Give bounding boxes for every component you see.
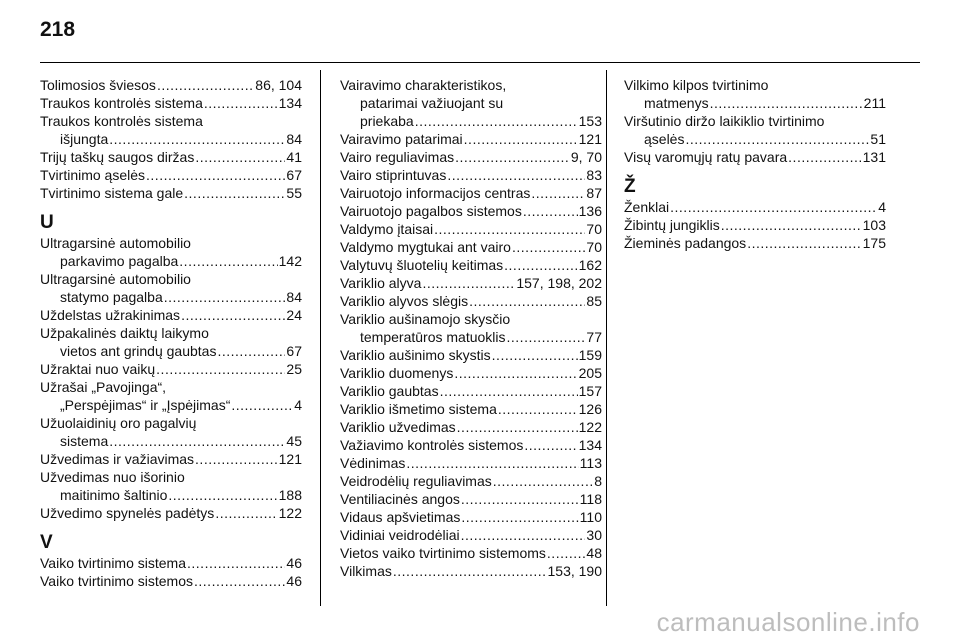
page-number: 218 <box>40 18 76 41</box>
leader-dots <box>440 382 578 400</box>
index-entry-text: Vairavimo charakteristikos, <box>340 77 507 93</box>
index-entry-text: Vairuotojo pagalbos sistemos <box>340 203 522 219</box>
page-reference: 84 <box>286 289 302 305</box>
index-entry <box>40 148 302 166</box>
index-entry <box>40 184 302 202</box>
leader-dots <box>187 554 285 572</box>
page-reference: 25 <box>286 361 302 377</box>
index-entry-text: Tvirtinimo ąselės <box>40 167 146 183</box>
index-entry-text: Variklio alyvos slėgis <box>340 293 469 309</box>
page-reference: 41 <box>286 149 302 165</box>
page-reference: 110 <box>579 509 602 525</box>
page-reference: 87 <box>586 185 602 201</box>
leader-dots <box>217 342 285 360</box>
index-entry-text: Veidrodėlių reguliavimas <box>340 473 492 489</box>
page-reference: 121 <box>278 451 302 467</box>
index-entry-text: Variklio alyva <box>340 275 422 291</box>
index-entry-text: matmenys <box>644 95 709 111</box>
index-entry <box>340 562 602 580</box>
index-entry <box>40 450 302 468</box>
page-reference: 45 <box>286 433 302 449</box>
leader-dots <box>109 130 285 148</box>
page-reference: 188 <box>278 487 302 503</box>
section-letter: V <box>40 532 53 553</box>
leader-dots <box>195 450 278 468</box>
leader-dots <box>406 454 578 472</box>
leader-dots <box>184 184 285 202</box>
page-reference: 131 <box>862 149 886 165</box>
index-entry-text: vietos ant grindų gaubtas <box>60 343 217 359</box>
leader-dots <box>231 396 293 414</box>
page-reference: 51 <box>870 131 886 147</box>
page-reference: 8 <box>594 473 602 489</box>
leader-dots <box>461 526 586 544</box>
index-entry-text: ąselės <box>644 131 685 147</box>
index-entry-text: Ženklai <box>624 199 670 215</box>
page-reference: 9, 70 <box>570 149 602 165</box>
index-entry <box>340 454 602 472</box>
index-entry-text: patarimai važiuojant su <box>360 95 504 111</box>
column-divider <box>320 70 321 606</box>
leader-dots <box>215 504 277 522</box>
page-reference: 86, 104 <box>255 77 302 93</box>
leader-dots <box>788 148 861 166</box>
page-reference: 103 <box>862 217 886 233</box>
index-entry-text: Valdymo mygtukai ant vairo <box>340 239 511 255</box>
index-entry-text: priekaba <box>360 113 414 129</box>
leader-dots <box>181 306 285 324</box>
page-reference: 113 <box>579 455 602 471</box>
page-reference: 70 <box>586 239 602 255</box>
leader-dots <box>156 360 285 378</box>
leader-dots <box>504 256 577 274</box>
leader-dots <box>524 436 577 454</box>
page-reference: 134 <box>278 95 302 111</box>
index-entry <box>340 382 602 400</box>
index-entry-text: Vaiko tvirtinimo sistema <box>40 555 187 571</box>
index-entry <box>340 472 602 490</box>
index-entry-text: parkavimo pagalba <box>60 253 179 269</box>
page-reference: 46 <box>286 573 302 589</box>
page-reference: 48 <box>586 545 602 561</box>
index-entry-text: Užraktai nuo vaikų <box>40 361 156 377</box>
leader-dots <box>168 486 277 504</box>
index-entry <box>340 364 602 382</box>
leader-dots <box>194 572 285 590</box>
index-entry <box>40 360 302 378</box>
leader-dots <box>670 198 877 216</box>
leader-dots <box>469 292 585 310</box>
column-divider <box>606 70 607 606</box>
index-entry <box>40 378 302 414</box>
leader-dots <box>457 418 578 436</box>
leader-dots <box>447 166 585 184</box>
page-reference: 175 <box>862 235 886 251</box>
index-entry-text: temperatūros matuoklis <box>360 329 506 345</box>
index-entry-text: Vairuotojo informacijos centras <box>340 185 531 201</box>
index-entry-text: Užvedimas nuo išorinio <box>40 469 185 485</box>
leader-dots <box>523 202 578 220</box>
index-entry-text: Vilkimo kilpos tvirtinimo <box>624 77 769 93</box>
section-letter: U <box>40 212 54 233</box>
index-entry-text: „Perspėjimas“ ir „Įspėjimas“ <box>60 397 231 413</box>
page-reference: 67 <box>286 167 302 183</box>
index-entry <box>40 76 302 94</box>
index-entry <box>40 554 302 572</box>
page-reference: 157, 198, 202 <box>516 275 602 291</box>
index-entry <box>340 292 602 310</box>
index-entry-text: Vidaus apšvietimas <box>340 509 461 525</box>
index-entry <box>40 166 302 184</box>
page-reference: 162 <box>578 257 602 273</box>
index-entry-text: Vilkimas <box>340 563 392 579</box>
page-reference: 153 <box>578 113 602 129</box>
index-entry <box>40 414 302 450</box>
index-entry-text: Vairavimo patarimai <box>340 131 463 147</box>
leader-dots <box>204 94 278 112</box>
page-reference: 121 <box>578 131 602 147</box>
index-entry <box>40 468 302 504</box>
watermark-text: carmanualsonline.info <box>656 607 920 637</box>
page-reference: 77 <box>586 329 602 345</box>
leader-dots <box>195 148 285 166</box>
index-entry <box>340 274 602 292</box>
page-reference: 85 <box>586 293 602 309</box>
index-entry <box>340 508 602 526</box>
index-entry <box>40 234 302 270</box>
index-entry <box>40 324 302 360</box>
leader-dots <box>109 432 285 450</box>
index-entry <box>340 256 602 274</box>
index-entry-text: Užpakalinės daiktų laikymo <box>40 325 209 341</box>
index-entry-text: Užuolaidinių oro pagalvių <box>40 415 197 431</box>
index-entry <box>340 544 602 562</box>
index-entry-text: Variklio duomenys <box>340 365 454 381</box>
index-entry <box>624 216 886 234</box>
page-reference: 142 <box>278 253 302 269</box>
leader-dots <box>507 328 586 346</box>
index-entry-text: Valdymo įtaisai <box>340 221 434 237</box>
leader-dots <box>721 216 862 234</box>
page-reference: 205 <box>578 365 602 381</box>
index-entry <box>340 166 602 184</box>
index-entry <box>340 130 602 148</box>
index-entry-text: Važiavimo kontrolės sistemos <box>340 437 524 453</box>
index-entry-text: Žieminės padangos <box>624 235 747 251</box>
index-entry <box>340 310 602 346</box>
index-column-3 <box>624 76 886 252</box>
page-reference: 4 <box>294 397 302 413</box>
page-reference: 83 <box>586 167 602 183</box>
leader-dots <box>498 400 578 418</box>
leader-dots <box>464 130 578 148</box>
index-entry-text: Tvirtinimo sistema gale <box>40 185 184 201</box>
index-entry-text: Užvedimas ir važiavimas <box>40 451 195 467</box>
index-entry <box>340 184 602 202</box>
index-entry-text: Viršutinio diržo laikiklio tvirtinimo <box>624 113 825 129</box>
index-entry-text: Variklio išmetimo sistema <box>340 401 497 417</box>
index-entry-text: Vairo reguliavimas <box>340 149 455 165</box>
page-reference: 84 <box>286 131 302 147</box>
index-entry-text: Variklio gaubtas <box>340 383 439 399</box>
index-entry <box>40 112 302 148</box>
index-entry-text: Vidiniai veidrodėliai <box>340 527 460 543</box>
section-letter: Ž <box>624 176 636 197</box>
index-entry <box>340 148 602 166</box>
index-entry <box>340 76 602 130</box>
index-entry <box>40 572 302 590</box>
index-entry <box>340 490 602 508</box>
page-reference: 134 <box>578 437 602 453</box>
index-entry-text: maitinimo šaltinio <box>60 487 168 503</box>
leader-dots <box>747 234 861 252</box>
index-entry-text: Trijų taškų saugos diržas <box>40 149 195 165</box>
index-entry <box>624 76 886 112</box>
leader-dots <box>493 472 593 490</box>
index-entry <box>624 148 886 166</box>
index-entry-text: Tolimosios šviesos <box>40 77 156 93</box>
index-entry-text: Ventiliacinės angos <box>340 491 460 507</box>
index-entry-text: Visų varomųjų ratų pavara <box>624 149 788 165</box>
page-reference: 159 <box>578 347 602 363</box>
index-entry-text: Ultragarsinė automobilio <box>40 235 191 251</box>
index-entry-text: Traukos kontrolės sistema <box>40 113 203 129</box>
index-entry <box>340 238 602 256</box>
index-entry-text: Užrašai „Pavojinga“, <box>40 379 167 395</box>
header-divider <box>40 62 920 63</box>
leader-dots <box>393 562 547 580</box>
leader-dots <box>685 130 869 148</box>
leader-dots <box>547 544 586 562</box>
index-entry <box>40 504 302 522</box>
index-entry-text: išjungta <box>60 131 109 147</box>
leader-dots <box>461 490 579 508</box>
page-reference: 136 <box>578 203 602 219</box>
index-entry <box>40 94 302 112</box>
index-entry-text: Uždelstas užrakinimas <box>40 307 181 323</box>
page-reference: 46 <box>286 555 302 571</box>
index-entry <box>624 234 886 252</box>
index-entry-text: Užvedimo spynelės padėtys <box>40 505 215 521</box>
index-entry <box>340 202 602 220</box>
leader-dots <box>179 252 277 270</box>
page-reference: 126 <box>578 401 602 417</box>
index-entry <box>340 346 602 364</box>
index-entry <box>340 526 602 544</box>
index-entry <box>340 220 602 238</box>
page-reference: 4 <box>878 199 886 215</box>
index-entry <box>340 400 602 418</box>
leader-dots <box>710 94 863 112</box>
page-reference: 122 <box>278 505 302 521</box>
page-reference: 24 <box>286 307 302 323</box>
index-entry <box>624 112 886 148</box>
index-entry-text: Traukos kontrolės sistema <box>40 95 203 111</box>
index-entry <box>624 198 886 216</box>
index-entry-text: Žibintų jungiklis <box>624 217 720 233</box>
leader-dots <box>434 220 585 238</box>
index-entry <box>40 270 302 306</box>
index-entry-text: Valytuvų šluotelių keitimas <box>340 257 504 273</box>
leader-dots <box>512 238 585 256</box>
leader-dots <box>531 184 585 202</box>
index-entry-text: Ultragarsinė automobilio <box>40 271 191 287</box>
index-entry-text: sistema <box>60 433 109 449</box>
index-entry <box>340 418 602 436</box>
page-reference: 211 <box>863 95 886 111</box>
index-entry-text: Vietos vaiko tvirtinimo sistemoms <box>340 545 546 561</box>
index-column-2 <box>340 76 602 580</box>
leader-dots <box>492 346 578 364</box>
index-entry-text: Vairo stiprintuvas <box>340 167 447 183</box>
index-column-1 <box>40 76 302 590</box>
page-reference: 122 <box>578 419 602 435</box>
page-reference: 67 <box>286 343 302 359</box>
leader-dots <box>422 274 515 292</box>
page-reference: 70 <box>586 221 602 237</box>
page-reference: 30 <box>586 527 602 543</box>
leader-dots <box>415 112 578 130</box>
page-reference: 55 <box>286 185 302 201</box>
index-entry-text: statymo pagalba <box>60 289 163 305</box>
index-entry-text: Variklio užvedimas <box>340 419 456 435</box>
index-entry-text: Vaiko tvirtinimo sistemos <box>40 573 194 589</box>
page-reference: 118 <box>579 491 602 507</box>
leader-dots <box>157 76 254 94</box>
page-reference: 153, 190 <box>547 563 602 579</box>
index-entry <box>340 436 602 454</box>
index-entry-text: Variklio aušinamojo skysčio <box>340 311 511 327</box>
page-reference: 157 <box>578 383 602 399</box>
leader-dots <box>454 364 577 382</box>
leader-dots <box>146 166 285 184</box>
leader-dots <box>455 148 570 166</box>
leader-dots <box>461 508 578 526</box>
index-entry <box>40 306 302 324</box>
leader-dots <box>164 288 286 306</box>
index-entry-text: Vėdinimas <box>340 455 406 471</box>
index-entry-text: Variklio aušinimo skystis <box>340 347 491 363</box>
